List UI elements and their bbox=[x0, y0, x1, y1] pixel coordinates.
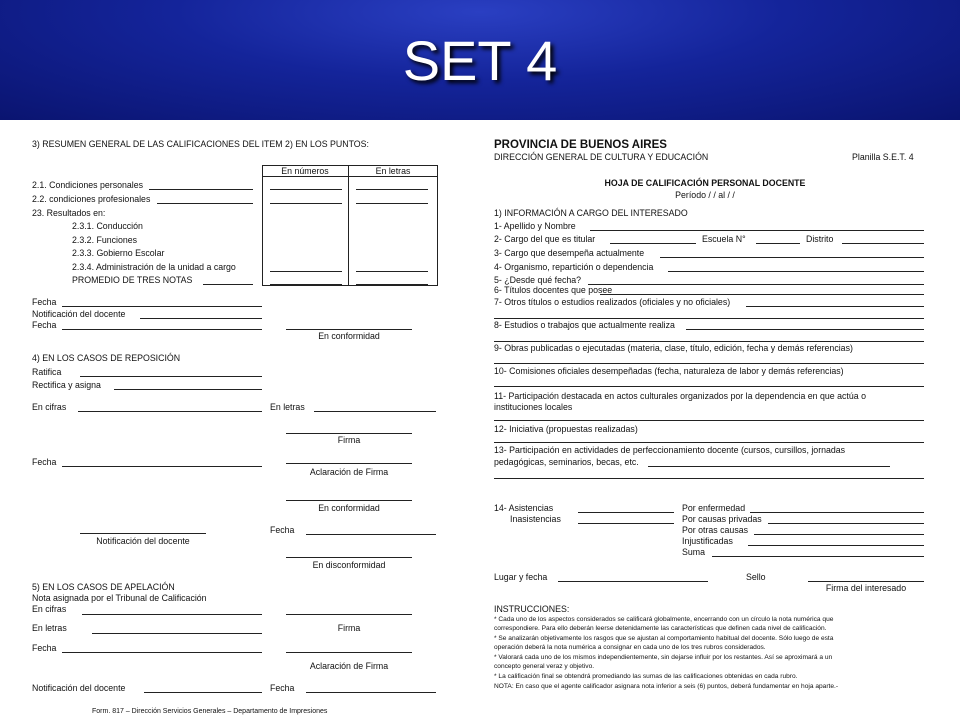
item-8: 8- Estudios o trabajos que actualmente realiza bbox=[494, 320, 675, 330]
por-otras-causas: Por otras causas bbox=[682, 525, 749, 535]
line bbox=[140, 318, 262, 319]
en-letras-label: En letras bbox=[270, 402, 305, 412]
en-disconformidad: En disconformidad bbox=[312, 560, 386, 570]
por-causas-privadas: Por causas privadas bbox=[682, 514, 762, 524]
line bbox=[356, 271, 428, 272]
line bbox=[494, 420, 924, 421]
firma-label-2: Firma bbox=[337, 623, 361, 633]
row-2-3-3: 2.3.3. Gobierno Escolar bbox=[72, 248, 165, 258]
section-3-heading: 3) RESUMEN GENERAL DE LAS CALIFICACIONES DEL ITEM 2) EN LOS PUNTOS: bbox=[32, 139, 369, 149]
fecha-label-2: Fecha bbox=[32, 320, 57, 330]
distrito-label: Distrito bbox=[806, 234, 834, 244]
form-footer: Form. 817 – Dirección Servicios Generales – Departamento de Impresiones bbox=[92, 708, 328, 715]
line bbox=[78, 411, 262, 412]
line bbox=[600, 294, 924, 295]
item-10: 10- Comisiones oficiales desempeñadas (fecha, naturaleza de labor y demás referencias) bbox=[494, 366, 844, 376]
instruction-note: NOTA: En caso que el agente calificador asignara nota inferior a seis (6) puntos, deberá fundamentar en hoja aparte.- bbox=[494, 683, 839, 690]
en-conformidad: En conformidad bbox=[318, 331, 380, 341]
notif-docente-label-2: Notificación del docente bbox=[32, 683, 126, 693]
section-4-heading: 4) EN LOS CASOS DE REPOSICIÓN bbox=[32, 353, 181, 363]
line bbox=[494, 318, 924, 319]
line bbox=[610, 243, 696, 244]
line bbox=[808, 581, 924, 582]
item-13-cont: pedagógicas, seminarios, becas, etc. bbox=[494, 457, 639, 467]
firma-interesado: Firma del interesado bbox=[825, 583, 907, 593]
fecha-label-4: Fecha bbox=[270, 525, 295, 535]
line bbox=[62, 652, 262, 653]
line bbox=[750, 512, 924, 513]
province-title: PROVINCIA DE BUENOS AIRES bbox=[494, 139, 667, 151]
summary-table bbox=[262, 165, 438, 286]
line bbox=[494, 341, 924, 342]
line bbox=[203, 284, 253, 285]
line bbox=[494, 363, 924, 364]
line bbox=[62, 466, 262, 467]
item-1: 1- Apellido y Nombre bbox=[494, 221, 576, 231]
item-11: 11- Participación destacada en actos culturales organizados por la dependencia en que actúa o bbox=[494, 391, 866, 401]
section-5-heading: 5) EN LOS CASOS DE APELACIÓN bbox=[32, 582, 175, 592]
promedio: PROMEDIO DE TRES NOTAS bbox=[72, 275, 193, 285]
line bbox=[754, 534, 924, 535]
line bbox=[80, 376, 262, 377]
section-1-heading: 1) INFORMACIÓN A CARGO DEL INTERESADO bbox=[494, 208, 688, 218]
line bbox=[270, 284, 342, 285]
rectifica-label: Rectifica y asigna bbox=[32, 380, 101, 390]
line bbox=[356, 203, 428, 204]
item-4: 4- Organismo, repartición o dependencia bbox=[494, 262, 654, 272]
line bbox=[558, 581, 708, 582]
line bbox=[62, 306, 262, 307]
line bbox=[80, 533, 206, 534]
instruction-3b: concepto general veraz y objetivo. bbox=[494, 663, 595, 670]
row-2-3-2: 2.3.2. Funciones bbox=[72, 235, 138, 245]
item-6: 6- Títulos docentes que posee bbox=[494, 285, 613, 295]
row-2-3-4: 2.3.4. Administración de la unidad a cargo bbox=[72, 262, 236, 272]
row-2-3-1: 2.3.1. Conducción bbox=[72, 221, 143, 231]
ratifica-label: Ratifica bbox=[32, 367, 62, 377]
line bbox=[494, 478, 924, 479]
fecha-label: Fecha bbox=[32, 297, 57, 307]
instruction-1: * Cada uno de los aspectos considerados se calificará globalmente, encerrando con un círculo la nota numérica que bbox=[494, 616, 834, 623]
line bbox=[62, 329, 262, 330]
line bbox=[356, 189, 428, 190]
line bbox=[494, 442, 924, 443]
line bbox=[748, 545, 924, 546]
line bbox=[494, 386, 924, 387]
row-2-1: 2.1. Condiciones personales bbox=[32, 180, 144, 190]
line bbox=[270, 203, 342, 204]
line bbox=[712, 556, 924, 557]
slide-title: SET 4 bbox=[402, 29, 558, 92]
injustificadas: Injustificadas bbox=[682, 536, 733, 546]
line bbox=[756, 243, 800, 244]
row-2-2: 2.2. condiciones profesionales bbox=[32, 194, 151, 204]
en-conformidad-2: En conformidad bbox=[318, 503, 380, 513]
line bbox=[660, 257, 924, 258]
fecha-label-3: Fecha bbox=[32, 457, 57, 467]
nota-tribunal: Nota asignada por el Tribunal de Calificación bbox=[32, 593, 207, 603]
line bbox=[590, 230, 924, 231]
item-12: 12- Iniciativa (propuestas realizadas) bbox=[494, 424, 638, 434]
hoja-title: HOJA DE CALIFICACIÓN PERSONAL DOCENTE bbox=[604, 178, 806, 188]
line bbox=[82, 614, 262, 615]
line bbox=[270, 189, 342, 190]
line bbox=[286, 557, 412, 558]
line bbox=[144, 692, 262, 693]
en-cifras-label: En cifras bbox=[32, 402, 67, 412]
line bbox=[306, 692, 436, 693]
inasistencias-label: Inasistencias bbox=[510, 514, 561, 524]
instruction-1b: correspondiere. Para ello deberán leerse detenidamente las características que definen cada nivel de calificación. bbox=[494, 625, 827, 632]
fecha-label-5: Fecha bbox=[32, 643, 57, 653]
line bbox=[286, 329, 412, 330]
line bbox=[648, 466, 890, 467]
notif-docente-label: Notificación del docente bbox=[96, 536, 190, 546]
instruction-2b: operación deberá la nota numérica a consignar en cada uno de los tres rubros considerados. bbox=[494, 644, 766, 651]
item-3: 3- Cargo que desempeña actualmente bbox=[494, 248, 645, 258]
col-letters: En letras bbox=[375, 166, 411, 176]
line bbox=[668, 271, 924, 272]
line bbox=[356, 284, 428, 285]
suma: Suma bbox=[682, 547, 705, 557]
firma-label: Firma bbox=[337, 435, 361, 445]
line bbox=[157, 203, 253, 204]
form-scan bbox=[0, 120, 960, 720]
instruction-3: * Valorará cada uno de los mismos independientemente, sin dejarse influir por los restantes. Así se aproximará a un bbox=[494, 654, 833, 661]
line bbox=[686, 329, 924, 330]
line bbox=[286, 652, 412, 653]
table-divider bbox=[348, 165, 349, 286]
line bbox=[270, 271, 342, 272]
row-2-3: 23. Resultados en: bbox=[32, 208, 106, 218]
notificacion-label: Notificación del docente bbox=[32, 309, 126, 319]
line bbox=[578, 512, 674, 513]
periodo: Período / / al / / bbox=[675, 190, 735, 200]
instrucciones-heading: INSTRUCCIONES: bbox=[494, 604, 570, 614]
por-enfermedad: Por enfermedad bbox=[682, 503, 746, 513]
sello-label: Sello bbox=[746, 572, 766, 582]
direccion-general: DIRECCIÓN GENERAL DE CULTURA Y EDUCACIÓN bbox=[494, 152, 709, 162]
line bbox=[314, 411, 436, 412]
item-5: 5- ¿Desde qué fecha? bbox=[494, 275, 582, 285]
line bbox=[286, 463, 412, 464]
item-2: 2- Cargo del que es titular bbox=[494, 234, 596, 244]
line bbox=[746, 306, 924, 307]
lugar-fecha: Lugar y fecha bbox=[494, 572, 548, 582]
instruction-4: * La calificación final se obtendrá promediando las sumas de las calificaciones obtenidas en cada rubro. bbox=[494, 673, 798, 680]
asistencias-label: 14- Asistencias bbox=[494, 503, 554, 513]
line bbox=[588, 284, 924, 285]
instruction-2: * Se analizarán objetivamente los rasgos que se ajustan al comportamiento habitual del docente. Sólo luego de esta bbox=[494, 635, 834, 642]
line bbox=[286, 614, 412, 615]
item-11-cont: instituciones locales bbox=[494, 402, 573, 412]
aclaracion-label-2: Aclaración de Firma bbox=[309, 661, 389, 671]
line bbox=[149, 189, 253, 190]
line bbox=[114, 389, 262, 390]
line bbox=[286, 500, 412, 501]
item-7: 7- Otros títulos o estudios realizados (oficiales y no oficiales) bbox=[494, 297, 731, 307]
fecha-label-6: Fecha bbox=[270, 683, 295, 693]
aclaracion-label: Aclaración de Firma bbox=[309, 467, 389, 477]
line bbox=[768, 523, 924, 524]
en-letras-label-2: En letras bbox=[32, 623, 67, 633]
line bbox=[306, 534, 436, 535]
table-header-line bbox=[262, 176, 438, 177]
line bbox=[92, 633, 262, 634]
item-9: 9- Obras publicadas o ejecutadas (materia, clase, título, edición, fecha y demás referencias) bbox=[494, 343, 853, 353]
planilla-label: Planilla S.E.T. 4 bbox=[852, 152, 914, 162]
col-numbers: En números bbox=[281, 166, 329, 176]
item-13: 13- Participación en actividades de perfeccionamiento docente (cursos, cursillos, jornadas bbox=[494, 445, 846, 455]
line bbox=[286, 433, 412, 434]
en-cifras-label-2: En cifras bbox=[32, 604, 67, 614]
line bbox=[842, 243, 924, 244]
escuela-label: Escuela N° bbox=[702, 234, 746, 244]
line bbox=[578, 523, 674, 524]
